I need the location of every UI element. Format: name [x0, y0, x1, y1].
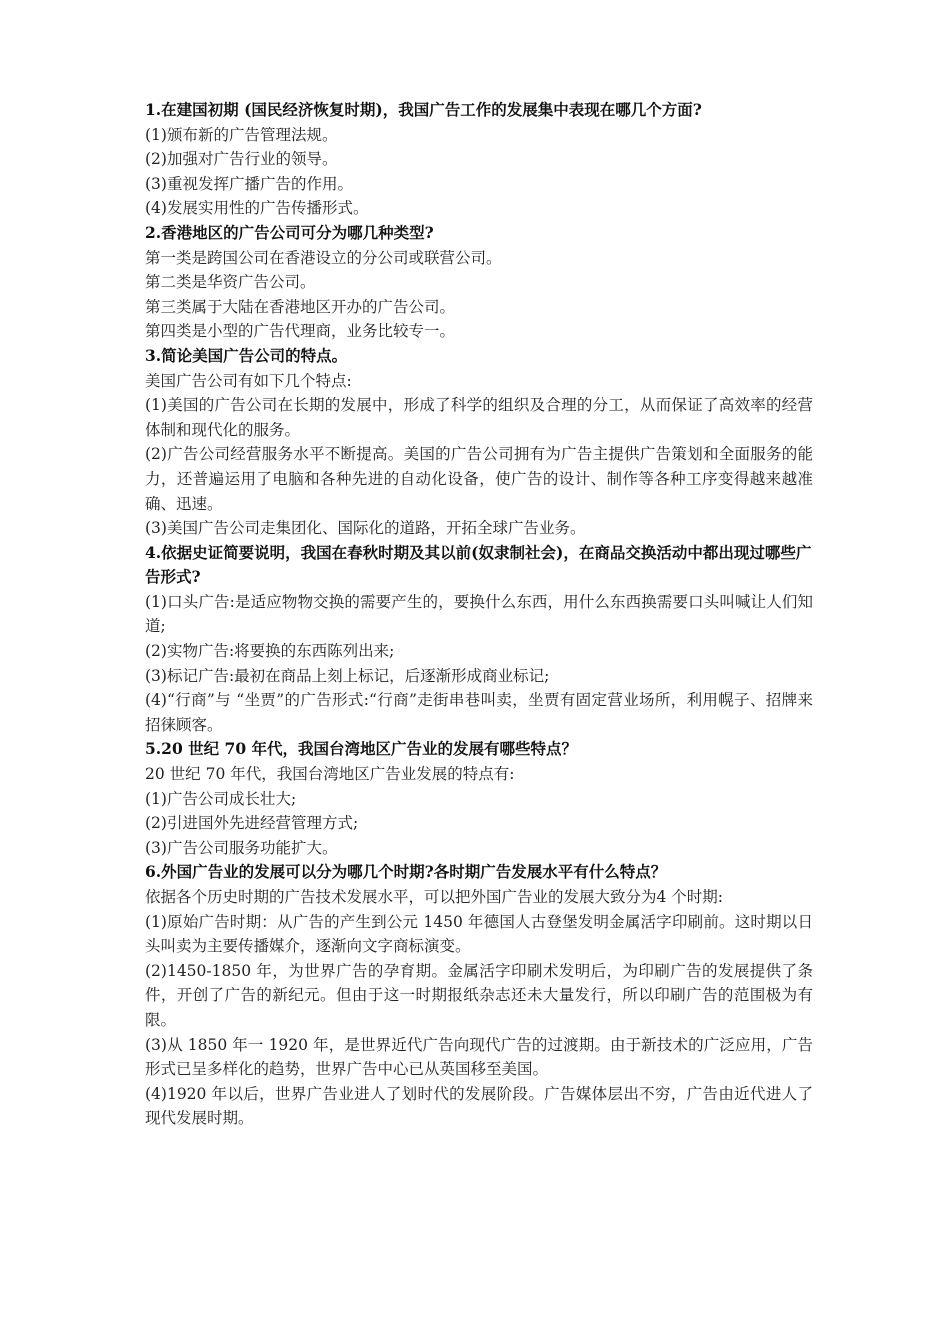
section-3 [145, 344, 813, 541]
answer-line: 第一类是跨国公司在香港设立的分公司或联营公司。 [145, 248, 502, 267]
answer-paragraph: (4)1920 年以后，世界广告业进人了划时代的发展阶段。广告媒体层出不穷，广告由近代进人了现代发展时期。 [145, 1084, 813, 1128]
answer-line: (4)发展实用性的广告传播形式。 [145, 199, 369, 218]
question-heading: 5.20 世纪 70 年代，我国台湾地区广告业的发展有哪些特点？ [145, 739, 578, 759]
answer-line: (2)实物广告:将要换的东西陈列出来; [145, 642, 395, 661]
answer-line: (2)加强对广告行业的领导。 [145, 150, 338, 169]
answer-paragraph: (2)1450-1850 年，为世界广告的孕育期。金属活字印刷术发明后，为印刷广告的发展提供了条件，开创了广告的新纪元。但由于这一时期报纸杂志还未大量发行，所以印刷广告的范围极为有限。 [145, 961, 813, 1029]
answer-line: (3)广告公司服务功能扩大。 [145, 838, 338, 857]
answer-paragraph: (1)美国的广告公司在长期的发展中，形成了科学的组织及合理的分工，从而保证了高效率的经营体制和现代化的服务。 [145, 396, 813, 439]
answer-line: 美国广告公司有如下几个特点: [145, 371, 352, 390]
answer-line: 第四类是小型的广告代理商，业务比较专一。 [145, 322, 456, 341]
question-heading: 6.外国广告业的发展可以分为哪几个时期?各时期广告发展水平有什么特点？ [145, 862, 667, 882]
answer-line: (3)标记广告:最初在商品上刻上标记，后逐渐形成商业标记; [145, 666, 550, 685]
answer-line: 20 世纪 70 年代，我国台湾地区广告业发展的特点有: [145, 765, 515, 784]
answer-line: (1)颁布新的广告管理法规。 [145, 125, 338, 144]
answer-line: 第三类属于大陆在香港地区开办的广告公司。 [145, 297, 456, 316]
section-6 [145, 860, 813, 1131]
answer-line: (3)美国广告公司走集团化、国际化的道路，开拓全球广告业务。 [145, 519, 586, 538]
answer-paragraph: (3)从 1850 年一 1920 年，是世界近代广告向现代广告的过渡期。由于新技术的广泛应用，广告形式已呈多样化的趋势，世界广告中心已从英国移至美国。 [145, 1035, 813, 1079]
answer-line: (1)广告公司成长壮大; [145, 789, 297, 808]
answer-line: 依据各个历史时期的广告技术发展水平，可以把外国广告业的发展大致分为4 个时期: [145, 888, 724, 906]
question-heading: 3.简论美国广告公司的特点。 [145, 345, 348, 365]
question-heading: 1.在建国初期 (国民经济恢复时期)，我国广告工作的发展集中表现在哪几个方面? [145, 100, 702, 119]
answer-paragraph: (1)原始广告时期：从广告的产生到公元 1450 年德国人古登堡发明金属活字印刷前。这时期以日头叫卖为主要传播媒介，逐渐向文字商标演变。 [145, 912, 813, 956]
answer-line: 第二类是华资广告公司。 [145, 273, 316, 292]
question-heading: 2.香港地区的广告公司可分为哪几种类型? [145, 222, 434, 242]
document-page [145, 98, 813, 1131]
answer-line: (3)重视发挥广播广告的作用。 [145, 174, 353, 193]
answer-paragraph: (2)广告公司经营服务水平不断提高。美国的广告公司拥有为广告主提供广告策划和全面服务的能力，还普遍运用了电脑和各种先进的自动化设备，使广告的设计、制作等各种工序变得越来越准确、迅速。 [145, 445, 813, 513]
section-4 [145, 541, 813, 738]
section-2 [145, 221, 813, 344]
question-heading: 4.依据史证简要说明，我国在春秋时期及其以前(奴隶制社会)，在商品交换活动中都出现过哪些广告形式? [145, 542, 812, 587]
answer-paragraph: (1)口头广告:是适应物物交换的需要产生的，要换什么东西，用什么东西换需要口头叫喊让人们知道; [145, 592, 813, 636]
section-5 [145, 737, 813, 860]
answer-line: (2)引进国外先进经营管理方式; [145, 814, 359, 833]
answer-paragraph: (4)“行商”与 “坐贾”的广告形式:“行商”走街串巷叫卖，坐贾有固定营业场所，利用幌子、招牌来招徕顾客。 [145, 691, 813, 734]
section-1 [145, 98, 813, 221]
